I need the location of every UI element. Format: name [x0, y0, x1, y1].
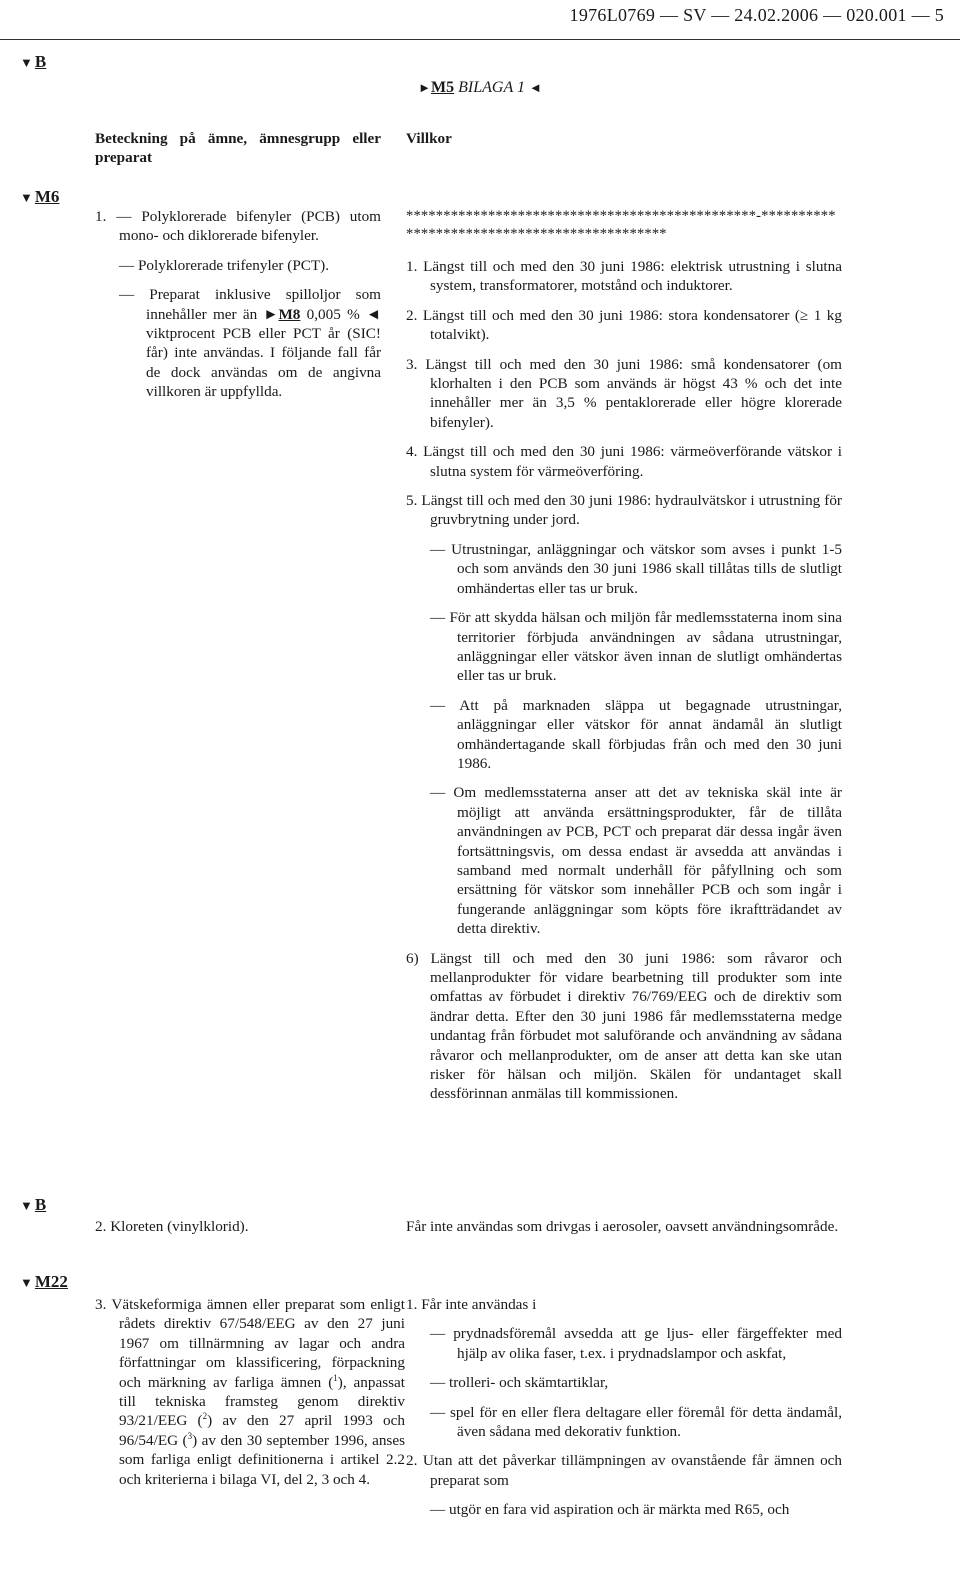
triangle-right-icon: ►: [263, 305, 279, 323]
substance-liquid-preparations: 3. Vätskeformiga ämnen eller preparat som enligt rådets direktiv 67/548/EEG av den 27 juni 1967 om tillnärmning av lagar och andra författningar om klassificering, förpackning och märkning av farliga ämnen ($^1$), anpassat till tekniska framsteg genom direktiv 93/21/EEG ($^2$) av den 27 april 1993 och 96/54/EG ($^3$) av den 30 september 1996, anses som farliga enligt definitionerna i artikel 2.2 och kriterierna i bilaga VI, del 2, 3 och 4.: [95, 1296, 405, 1488]
condition-2: 2. Längst till och med den 30 juni 1986: stora kondensatorer (≥ 1 kg totalvikt).: [406, 306, 842, 344]
condition-dash-3: — Att på marknaden släppa ut begagnade utrustningar, anläggningar eller vätskor för annat ändamål än slutligt omhändertagande skall förbjudas från och med den 30 juni 1986.: [430, 696, 842, 772]
header-rule: [0, 39, 960, 40]
condition-r3-2: 2. Utan att det påverkar tillämpningen av ovanstående får ämnen och preparat som: [406, 1452, 842, 1489]
condition-5: 5. Längst till och med den 30 juni 1986: hydraulvätskor i utrustning för gruvbrytning under jord.: [406, 492, 842, 529]
condition-dash-1: — Utrustningar, anläggningar och vätskor som avses i punkt 1-5 och som används den 30 juni 1986 skall tillåtas tills de slutligt omhändertas eller tas ur bruk.: [430, 540, 842, 597]
triangle-down-icon: ▼: [20, 190, 33, 205]
condition-r3-1: 1. Får inte användas i: [406, 1296, 537, 1313]
triangle-left-icon: ◄: [528, 80, 542, 95]
condition-6: 6) Längst till och med den 30 juni 1986: som råvaror och mellanprodukter för vidare bearbetning till produkter som inte omfattas av förbudet i direktiv 76/769/EEG och de direktiv som ändrar detta. Efter den 30 juni 1986 får medlemsstaterna medge undantag från förbudet mot saluförande och användning av sådana råvaror och mellanprodukter, om de anser att detta kan ske utan risker för hälsan och miljön. Skälen för undantaget skall dessförinnan anmälas till kommissionen.: [406, 949, 842, 1103]
condition-aerosol: Får inte användas som drivgas i aerosoler, oavsett användningsområde.: [406, 1218, 839, 1235]
condition-r3-dash-3: — spel för en eller flera deltagare eller föremål för detta ändamål, även sådana med dekorativ funktion.: [430, 1403, 842, 1441]
amendment-marker-b: ▼ B: [20, 52, 47, 71]
amendment-marker-m6: ▼ M6: [20, 187, 60, 206]
triangle-down-icon: ▼: [20, 1275, 33, 1290]
substance-vinyl-chloride: 2. Kloreten (vinylklorid).: [95, 1218, 249, 1235]
deleted-text-stars: ***********************************************-*********************************************: [406, 208, 836, 242]
annex-label: BILAGA 1: [458, 79, 525, 96]
row3-right: [406, 1295, 842, 1530]
column-header-designation: Beteckning på ämne, ämnesgrupp eller preparat: [95, 130, 381, 167]
condition-4: 4. Längst till och med den 30 juni 1986: värmeöverförande vätskor i slutna system för värmeöverföring.: [406, 443, 842, 480]
amendment-marker-b: ▼ B: [20, 1195, 47, 1214]
condition-3: 3. Längst till och med den 30 juni 1986: små kondensatorer (om klorhalten i den PCB som används är högst 43 % och det inte innehåller mer än 3,5 % pentaklorerade eller högre klorerade bifenyler).: [406, 355, 842, 431]
triangle-right-icon: ►: [418, 80, 432, 95]
document-header: 1976L0769 — SV — 24.02.2006 — 020.001 — 5: [569, 5, 944, 25]
condition-r3-dash-1: — prydnadsföremål avsedda att ge ljus- eller färgeffekter med hjälp av olika faser, t.ex. i prydnadslampor och askfat,: [430, 1325, 842, 1362]
condition-dash-2: — För att skydda hälsan och miljön får medlemsstaterna inom sina territorier förbjuda användningen av sådana utrustningar, anläggningar eller vätskor även innan de slutligt omhändertas eller tas ur bruk.: [430, 609, 842, 685]
condition-r3-dash-4: — utgör en fara vid aspiration och är märkta med R65, och: [430, 1501, 790, 1519]
footnote-ref-1[interactable]: 1: [333, 1372, 338, 1383]
footnote-ref-2[interactable]: 2: [202, 1411, 208, 1422]
condition-r3-dash-2: — trolleri- och skämtartiklar,: [430, 1374, 609, 1392]
substance-pct: — Polyklorerade trifenyler (PCT).: [119, 256, 330, 274]
amendment-ref-m8: M8: [278, 305, 301, 323]
condition-dash-4: — Om medlemsstaterna anser att det av tekniska skäl inte är möjligt att använda ersättningsprodukter, får de tillåta användningen av PCB, PCT och preparat där dessa ingår även fortsättningsvis, om dessa endast är avsedda att användas i samband med normalt underhåll för påfyllning och som ersättning för vätskor som innehåller PCB och som ingår i fungerande anläggningar som köpts före ikraftträdandet av detta direktiv.: [430, 784, 842, 938]
substance-preparations: — Preparat inklusive spilloljor som innehåller mer än ►M8 0,005 % ◄ viktprocent PCB eller PCT år (SIC! får) inte användas. I följande fall får de dock användas om de angivna villkoren är uppfyllda.: [119, 286, 382, 401]
triangle-down-icon: ▼: [20, 55, 33, 70]
annex-ref: M5: [431, 79, 455, 96]
triangle-down-icon: ▼: [20, 1198, 33, 1213]
row1-left: [95, 207, 381, 412]
annex-title: [0, 78, 960, 97]
condition-1: 1. Längst till och med den 30 juni 1986: elektrisk utrustning i slutna system, transformatorer, motstånd och induktorer.: [406, 258, 842, 295]
footnote-ref-3[interactable]: 3: [187, 1430, 193, 1441]
substance-pcb: 1. — Polyklorerade bifenyler (PCB) utom mono- och diklorerade bifenyler.: [95, 208, 381, 245]
amendment-marker-m22: ▼ M22: [20, 1272, 68, 1291]
row1-right: [406, 207, 842, 1114]
triangle-left-icon: ◄: [365, 305, 382, 323]
column-header-conditions: Villkor: [406, 130, 452, 147]
